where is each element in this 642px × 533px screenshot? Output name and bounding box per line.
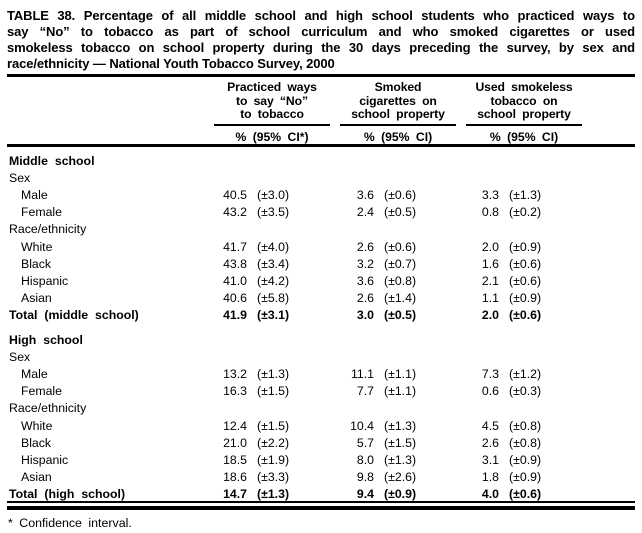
table-row — [7, 288, 635, 305]
table-row — [7, 185, 635, 202]
spacer-cell — [587, 254, 635, 271]
footnote: * Confidence interval. — [8, 516, 132, 531]
percent-value: 1.8 — [481, 470, 500, 485]
table-row — [7, 254, 635, 271]
empty-header-cell — [7, 126, 209, 146]
percent-value: 3.2 — [356, 256, 374, 271]
table-title-line: race/ethnicity — National Youth Tobacco Survey, 2000 — [7, 56, 335, 71]
percent-value: 10.4 — [350, 418, 374, 433]
percent-value: 14.7 — [209, 484, 247, 502]
column-group-header-row — [7, 81, 635, 126]
row-label: Asian — [21, 470, 52, 485]
table-row — [7, 202, 635, 219]
spacer-cell — [587, 450, 635, 467]
ci-value: (±3.4) — [257, 256, 290, 271]
percent-value: 0.8 — [481, 205, 500, 220]
percent-value: 9.8 — [356, 470, 374, 485]
row-label: Hispanic — [21, 452, 69, 467]
section-label: High school — [9, 332, 83, 347]
ci-value: (±1.3) — [257, 366, 290, 381]
row-label: White — [21, 239, 53, 254]
ci-value: (±5.8) — [257, 291, 290, 306]
row-label: Total (high school) — [7, 484, 209, 502]
subsection-row-race — [7, 219, 635, 236]
percent-value: 3.3 — [481, 188, 500, 203]
ci-value: (±0.6) — [384, 188, 417, 203]
ci-value: (±1.5) — [257, 384, 290, 399]
table-row — [7, 271, 635, 288]
table-body — [7, 145, 635, 502]
ci-value: (±0.9) — [509, 239, 542, 254]
percent-value: 7.3 — [481, 366, 500, 381]
percent-value: 3.6 — [356, 188, 374, 203]
ci-value: (±0.9) — [374, 484, 461, 502]
ci-value: (±0.6) — [509, 308, 542, 323]
column-group-smokeless — [461, 81, 587, 126]
spacer-cell — [587, 185, 635, 202]
column-group-practiced — [209, 81, 335, 126]
row-label: Male — [21, 366, 48, 381]
ci-value: (±4.2) — [257, 274, 290, 288]
spacer-cell — [587, 126, 635, 146]
ci-value: (±3.0) — [257, 188, 290, 203]
table-row — [7, 415, 635, 432]
table-row — [7, 236, 635, 253]
ci-value: (±1.3) — [384, 452, 417, 467]
ci-value: (±0.5) — [384, 308, 417, 323]
percent-value: 16.3 — [223, 384, 247, 399]
spacer-cell — [587, 271, 635, 288]
ci-value: (±0.5) — [384, 205, 417, 220]
ci-header: % (95% CI) — [335, 126, 461, 146]
ci-value: (±0.6) — [384, 239, 417, 254]
ci-value: (±0.8) — [384, 274, 417, 288]
ci-value: (±0.9) — [509, 470, 542, 485]
percent-value: 43.8 — [223, 256, 247, 271]
section-row-middle-school — [7, 145, 635, 168]
subsection-row-race — [7, 398, 635, 415]
percent-value: 1.1 — [481, 291, 500, 306]
percent-value: 13.2 — [223, 366, 247, 381]
table-header — [7, 81, 635, 145]
spacer-cell — [587, 364, 635, 381]
percent-value: 3.1 — [481, 452, 500, 467]
title-divider-rule — [7, 74, 635, 77]
percent-value: 2.6 — [481, 435, 500, 450]
row-label: Black — [21, 256, 52, 271]
percent-value: 41.0 — [223, 274, 247, 288]
ci-value: (±2.2) — [257, 435, 290, 450]
percent-value: 41.9 — [223, 308, 247, 323]
row-label: White — [21, 418, 53, 433]
row-label: Asian — [21, 291, 52, 306]
percent-value: 43.2 — [223, 205, 247, 220]
spacer-cell — [587, 467, 635, 484]
percent-value: 2.1 — [481, 274, 500, 288]
table-title-line: say “No” to tobacco as part of school curriculum and who smoked cigarettes or used — [7, 24, 635, 39]
table-row — [7, 467, 635, 484]
table-row — [7, 381, 635, 398]
total-row-high-school — [7, 484, 635, 502]
ci-header: % (95% CI*) — [209, 126, 335, 146]
ci-value: (±1.3) — [509, 188, 542, 203]
ci-value: (±0.8) — [509, 435, 542, 450]
table-row — [7, 364, 635, 381]
row-label: Male — [21, 188, 48, 203]
ci-value: (±1.1) — [384, 366, 417, 381]
ci-value: (±1.5) — [257, 418, 290, 433]
row-label: Hispanic — [21, 274, 69, 288]
percent-value: 7.7 — [356, 384, 374, 399]
percent-value: 4.0 — [461, 484, 499, 502]
percent-value: 9.4 — [335, 484, 374, 502]
total-row-middle-school — [7, 305, 635, 322]
ci-value: (±0.6) — [509, 274, 542, 288]
percent-value: 41.7 — [223, 239, 247, 254]
spacer-cell — [587, 81, 635, 126]
ci-value: (±0.9) — [509, 291, 542, 306]
column-group-label: Smoked cigarettes on school property — [340, 81, 456, 126]
percent-value: 2.6 — [356, 291, 374, 306]
ci-header: % (95% CI) — [461, 126, 587, 146]
ci-value: (±2.6) — [384, 470, 417, 485]
percent-value: 5.7 — [356, 435, 374, 450]
subsection-label: Sex — [9, 349, 31, 364]
empty-header-cell — [7, 81, 209, 126]
ci-value: (±1.5) — [384, 435, 417, 450]
percent-value: 0.6 — [481, 384, 500, 399]
section-label: Middle school — [9, 153, 95, 168]
subsection-row-sex — [7, 168, 635, 185]
percent-value: 1.6 — [481, 256, 500, 271]
spacer-cell — [587, 484, 635, 502]
ci-value: (±3.5) — [257, 205, 290, 220]
ci-value: (±4.0) — [257, 239, 290, 254]
section-row-high-school — [7, 322, 635, 346]
ci-value: (±1.2) — [509, 366, 542, 381]
ci-header-row — [7, 126, 635, 146]
percent-value: 2.4 — [356, 205, 374, 220]
subsection-label: Sex — [9, 170, 31, 185]
column-group-label: Used smokeless tobacco on school property — [466, 81, 582, 126]
table-end-rule — [7, 506, 635, 510]
spacer-cell — [587, 305, 635, 322]
ci-value: (±0.8) — [509, 418, 542, 433]
table-title-line: TABLE 38. Percentage of all middle school and high school students who practiced ways to — [7, 8, 635, 23]
percent-value: 3.0 — [356, 308, 374, 323]
percent-value: 40.6 — [223, 291, 247, 306]
percent-value: 2.0 — [481, 308, 500, 323]
ci-value: (±0.6) — [499, 484, 587, 502]
percent-value: 8.0 — [356, 452, 374, 467]
ci-value: (±3.1) — [257, 308, 290, 323]
spacer-cell — [587, 288, 635, 305]
ci-value: (±1.3) — [247, 484, 335, 502]
spacer-cell — [587, 202, 635, 219]
subsection-row-sex — [7, 347, 635, 364]
percent-value: 18.6 — [223, 470, 247, 485]
percent-value: 12.4 — [223, 418, 247, 433]
ci-value: (±1.9) — [257, 452, 290, 467]
spacer-cell — [587, 381, 635, 398]
column-group-label: Practiced ways to say “No” to tobacco — [214, 81, 330, 126]
ci-value: (±0.7) — [384, 256, 417, 271]
table-title — [7, 8, 635, 72]
ci-value: (±0.3) — [509, 384, 542, 399]
ci-value: (±0.2) — [509, 205, 542, 220]
row-label: Female — [21, 384, 63, 399]
percent-value: 40.5 — [223, 188, 247, 203]
row-label: Total (middle school) — [9, 308, 139, 323]
ci-value: (±1.4) — [384, 291, 417, 306]
row-label: Female — [21, 205, 63, 220]
percent-value: 18.5 — [223, 452, 247, 467]
table-title-line: smokeless tobacco on school property during the 30 days preceding the survey, by sex and — [7, 40, 635, 55]
ci-value: (±0.9) — [509, 452, 542, 467]
percent-value: 21.0 — [223, 435, 247, 450]
ci-value: (±3.3) — [257, 470, 290, 485]
percent-value: 3.6 — [356, 274, 374, 288]
percent-value: 11.1 — [350, 366, 374, 381]
data-table — [7, 81, 635, 503]
spacer-cell — [587, 236, 635, 253]
percent-value: 2.0 — [481, 239, 500, 254]
percent-value: 4.5 — [481, 418, 500, 433]
column-group-smoked — [335, 81, 461, 126]
ci-value: (±1.1) — [384, 384, 417, 399]
subsection-label: Race/ethnicity — [9, 222, 87, 237]
table-row — [7, 433, 635, 450]
row-label: Black — [21, 435, 52, 450]
table-row — [7, 450, 635, 467]
ci-value: (±0.6) — [509, 256, 542, 271]
spacer-cell — [587, 415, 635, 432]
spacer-cell — [587, 433, 635, 450]
subsection-label: Race/ethnicity — [9, 401, 87, 416]
percent-value: 2.6 — [356, 239, 374, 254]
ci-value: (±1.3) — [384, 418, 417, 433]
